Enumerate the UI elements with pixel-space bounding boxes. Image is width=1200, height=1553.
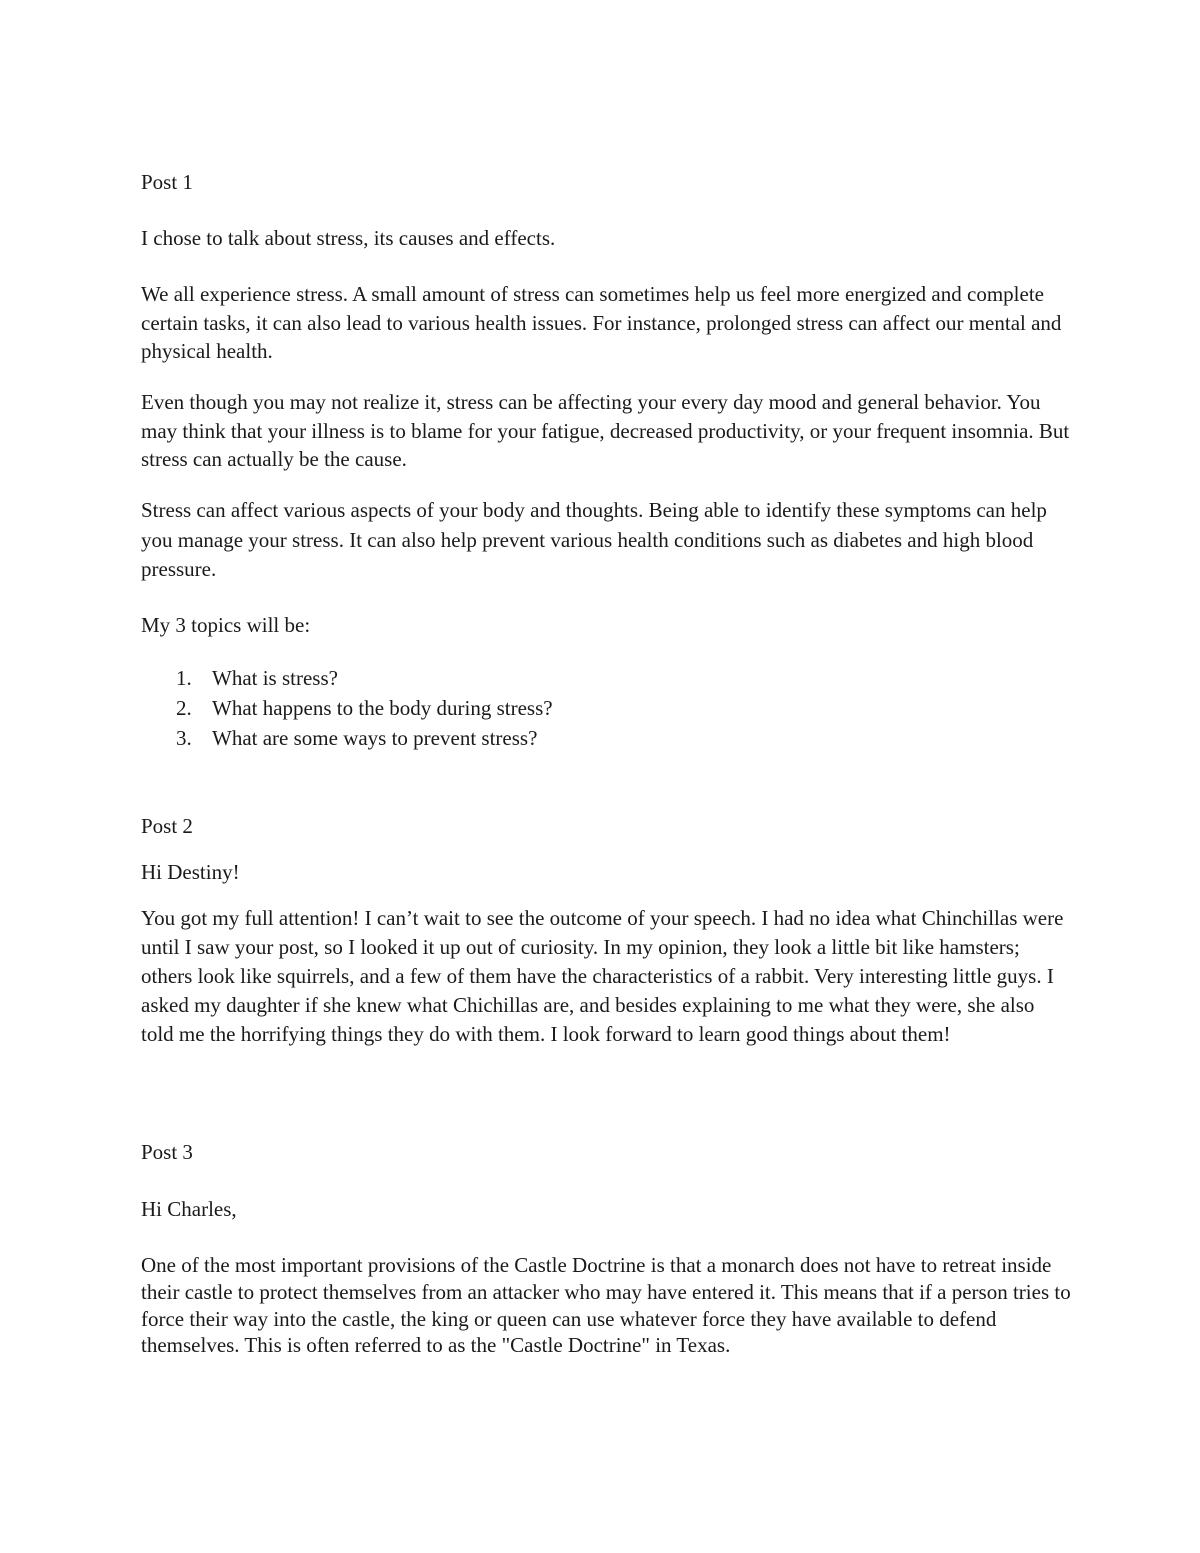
list-item-text: What is stress?: [212, 666, 338, 690]
topics-intro: My 3 topics will be:: [141, 613, 311, 637]
post2-greeting: Hi Destiny!: [141, 860, 240, 884]
post3-greeting: Hi Charles,: [141, 1197, 237, 1221]
list-number: 1.: [176, 666, 192, 690]
list-item: [176, 666, 338, 691]
post3-heading: Post 3: [141, 1140, 193, 1164]
post1-intro: I chose to talk about stress, its causes and effects.: [141, 226, 556, 250]
post3-body: One of the most important provisions of the Castle Doctrine is that a monarch does not have to retreat inside their castle to protect themselves from an attacker who may have entered it. This means that if a person tries to force their way into the castle, the king or queen can use whatever force they have available to defend themselves. This is often referred to as the "Castle Doctrine" in Texas.: [141, 1253, 1071, 1358]
list-item: [176, 696, 553, 721]
post1-heading: Post 1: [141, 170, 193, 194]
list-item-text: What happens to the body during stress?: [212, 696, 553, 720]
list-number: 2.: [176, 696, 192, 720]
post2-heading: Post 2: [141, 814, 193, 838]
post1-paragraph-1: We all experience stress. A small amount of stress can sometimes help us feel more energized and complete certain tasks, it can also lead to various health issues. For instance, prolonged stress can affect our mental and physical health.: [141, 282, 1062, 363]
list-number: 3.: [176, 726, 192, 750]
list-item: [176, 726, 537, 751]
post2-body: You got my full attention! I can’t wait to see the outcome of your speech. I had no idea what Chinchillas were until I saw your post, so I looked it up out of curiosity. In my opinion, they look a little bit like hamsters; others look like squirrels, and a few of them have the characteristics of a rabbit. Very interesting little guys. I asked my daughter if she knew what Chichillas are, and besides explaining to me what they were, she also told me the horrifying things they do with them. I look forward to learn good things about them!: [141, 906, 1064, 1046]
post1-paragraph-2: Even though you may not realize it, stress can be affecting your every day mood and general behavior. You may think that your illness is to blame for your fatigue, decreased productivity, or your frequent insomnia. But stress can actually be the cause.: [141, 390, 1070, 471]
list-item-text: What are some ways to prevent stress?: [212, 726, 538, 750]
post1-paragraph-3: Stress can affect various aspects of your body and thoughts. Being able to identify these symptoms can help you manage your stress. It can also help prevent various health conditions such as diabetes and high blood pressure.: [141, 498, 1047, 581]
